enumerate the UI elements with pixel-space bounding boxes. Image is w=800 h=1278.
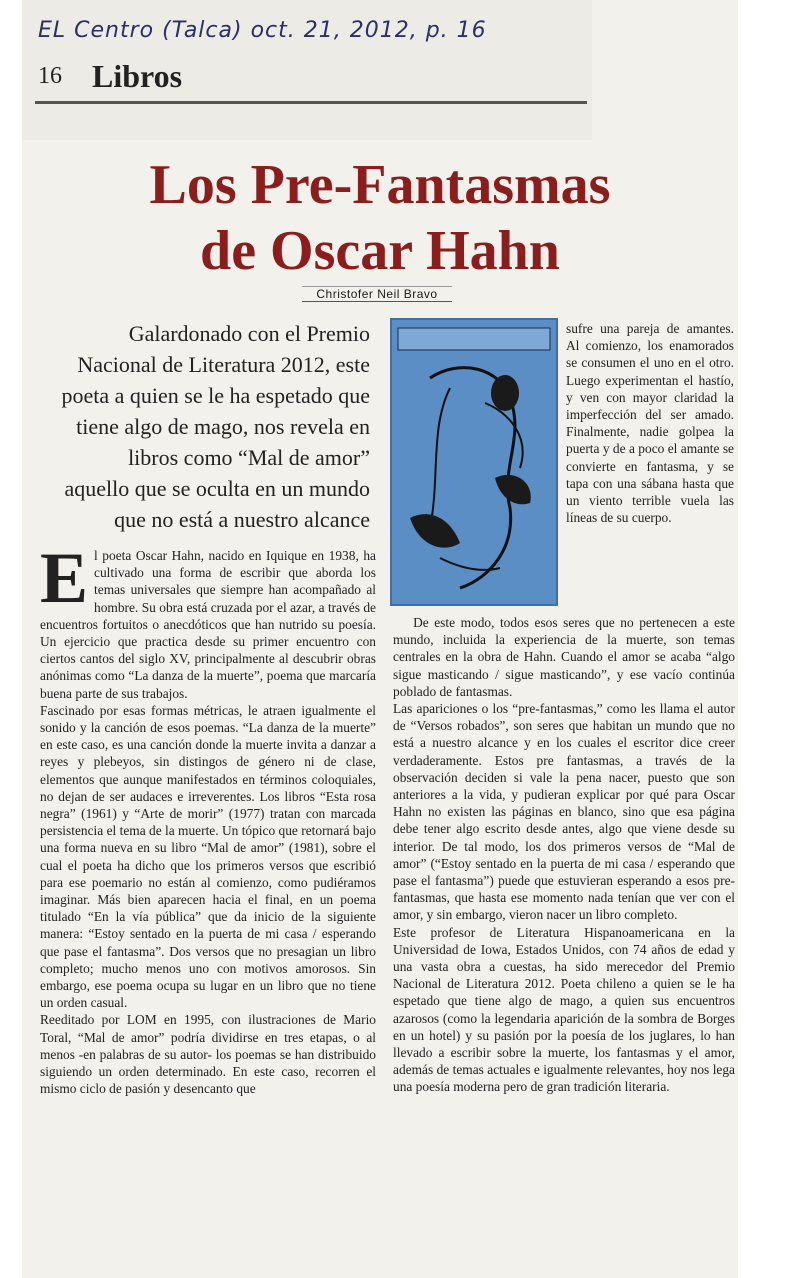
article-column-right-top: sufre una pareja de amantes. Al comienzo, los enamorados se consumen el uno en el otro. Luego experimentan el hastío, y ven con mayor claridad la imperfección del ser amado. Finalmente, nadie golpea la puerta y de a poco el amante se convierte en fantasma, y se tapa con una sábana hasta que un viento terrible vuela las líneas de su cuerpo. [566, 321, 734, 526]
byline: Christofer Neil Bravo [302, 286, 452, 302]
article-column-left [40, 538, 376, 1098]
cover-illustration [390, 318, 558, 606]
headline-line-2: de Oscar Hahn [200, 220, 560, 282]
drop-cap: E [40, 538, 89, 618]
article-headline [60, 152, 700, 284]
page-number: 16 [38, 63, 62, 89]
body-paragraph: El poeta Oscar Hahn, nacido en Iquique en 1938, ha cultivado una forma de escribir que aborda los temas universales que siempre han acompañado al hombre. Su obra está cruzada por el azar, a través de encuentros fortuitos o anecdóticos que han nutrido su poesía. Un ejercicio que practica desde su primer encuentro con ciertos cantos del siglo XV, principalmente al descubrir obras anónimas como “La danza de la muerte”, poema que marcaría buena parte de sus trabajos. [40, 538, 376, 701]
body-paragraph: Este profesor de Literatura Hispanoamericana en la Universidad de Iowa, Estados Unidos, con 74 años de edad y una vasta obra a cuestas, ha sido merecedor del Premio Nacional de Literatura 2012. Poeta chileno a quien se le ha espetado que tiene algo de mago, a quien sus encuentros azarosos (como la legendaria aparición de la sombra de Borges en un hotel) y su pasión por la poesía de los juglares, lo han llevado a escribir sobre la muerte, los fantasmas y el amor, además de temas actuales e igualmente relevantes, hoy nos lega una poesía moderna pero de gran tradición literaria. [393, 924, 735, 1095]
body-paragraph: Las apariciones o los “pre-fantasmas,” como les llama el autor de “Versos robados”, son seres que habitan un mundo que no está a nuestro alcance y en los cuales el escritor dice creer verdaderamente. Estos pre fantasmas, a través de la observación deciden si vale la pena nacer, puesto que son anteriores a la vida, y pudieran explicar por qué para Oscar Hahn no existen las páginas en blanco, sino que esa página debe tener algo escrito desde antes, algo que viene desde su interior. De tal modo, los dos primeros versos de “Mal de amor” (“Estoy sentado en la puerta de mi casa / esperando que pase el fantasma”) puede que estuvieran esperando a esos pre-fantasmas, que hasta ese momento nada tenían que ver con el amor, y sin embargo, vieron nacer un libro completo. [393, 701, 735, 923]
handwritten-annotation: EL Centro (Talca) oct. 21, 2012, p. 16 [38, 18, 487, 43]
article-column-right [393, 614, 735, 1096]
body-paragraph: De este modo, todos esos seres que no pertenecen a este mundo, incluida la experiencia de la muerte, son temas centrales en la obra de Hahn. Cuando el amor se acaba “algo sigue masticando / sigue masticando”, y ese vacío continúa poblado de fantasmas. [393, 615, 735, 699]
lead-paragraph: Galardonado con el Premio Nacional de Literatura 2012, este poeta a quien se le ha espetado que tiene algo de mago, nos revela en libros como “Mal de amor” aquello que se oculta en un mundo que no está a nuestro alcance [61, 321, 370, 532]
header-rule [35, 101, 587, 104]
body-paragraph: Reeditado por LOM en 1995, con ilustraciones de Mario Toral, “Mal de amor” podría dividirse en tres etapas, o al menos -en palabras de su autor- los poemas se han distribuido siguiendo un orden determinado. En este caso, recorren el mismo ciclo de pasión y desencanto que [40, 1012, 376, 1097]
headline-line-1: Los Pre-Fantasmas [149, 154, 611, 216]
book-cover-image [390, 318, 558, 606]
section-title: Libros [92, 58, 183, 94]
body-paragraph: Fascinado por esas formas métricas, le atraen igualmente el sonido y la canción de esos poemas. “La danza de la muerte” en este caso, es una canción donde la muerte invita a danzar a reyes y plebeyos, sin distingos de género ni de clase, elementos que aunque manifestados en términos coloquiales, no dejan de ser audaces e irreverentes. Los libros “Esta rosa negra” (1961) y “Arte de morir” (1977) tratan con marcada persistencia el tema de la muerte. Un tópico que retornará bajo una forma nueva en su libro “Mal de amor” (1981), sobre el cual el poeta ha dicho que los primeros versos que escribió para ese poemario no están al comienzo, como pudiéramos imaginar. Más bien aparecen hacia el final, en un poema titulado “En la vía pública” que da inicio de la siguiente manera: “Estoy sentado en la puerta de mi casa / esperando que pase el fantasma”. Dos versos que no presagian un libro completo; mucho menos uno con motivos amorosos. Sin embargo, ese poema ocupa su lugar en un libro que no tiene un orden casual. [40, 702, 376, 1011]
